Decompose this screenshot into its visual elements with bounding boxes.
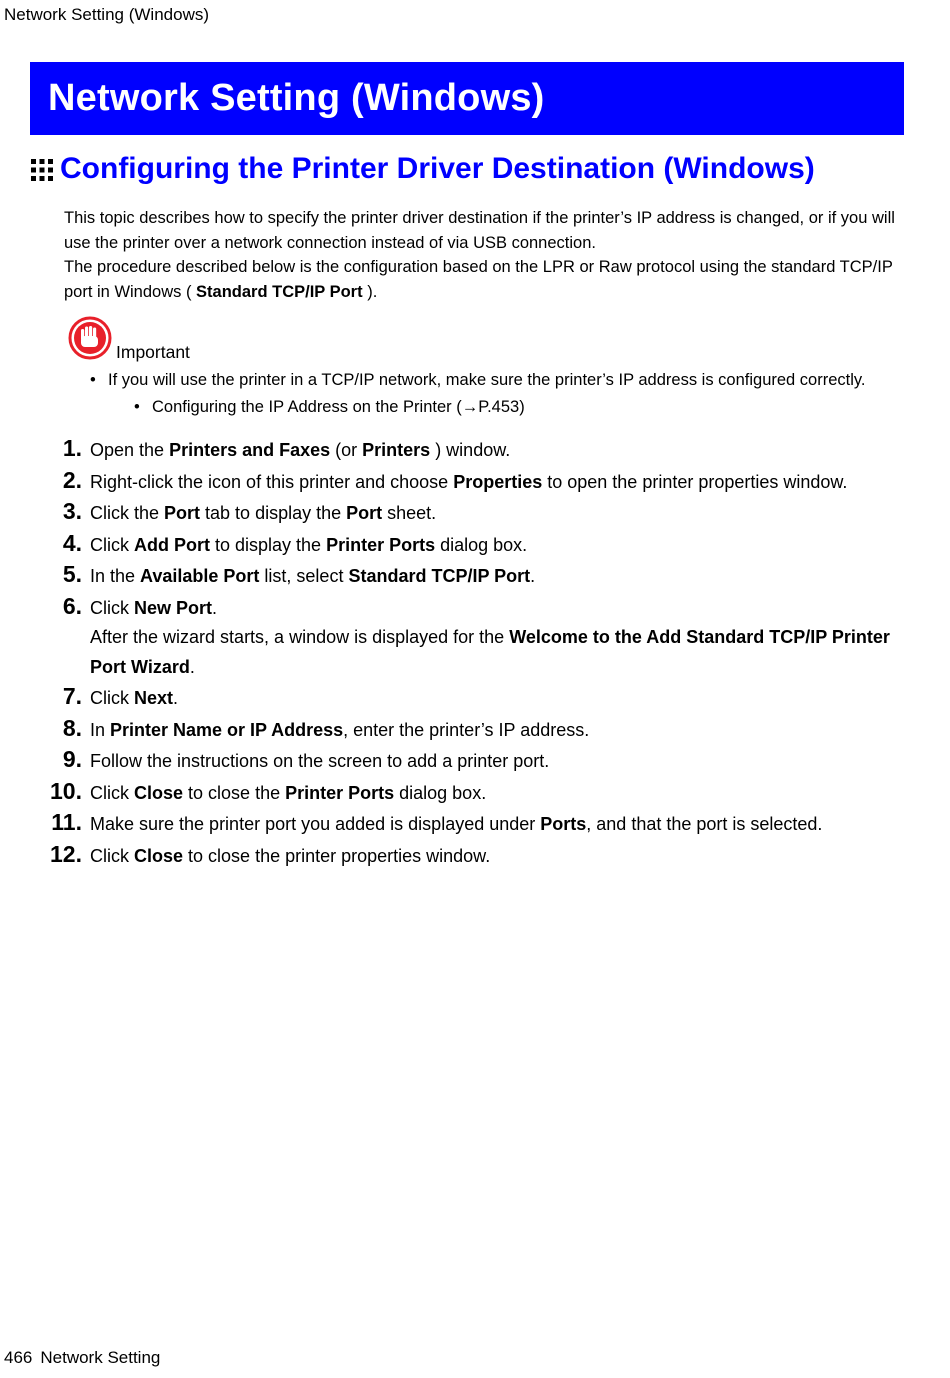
step-11	[40, 808, 920, 840]
step-bold: Printer Ports	[285, 782, 395, 803]
step-bold: Ports	[540, 814, 587, 834]
intro-text-span: ).	[362, 282, 378, 301]
step-bold: Printer Name or IP Address	[110, 719, 344, 740]
step-text: to close the	[183, 782, 286, 803]
step-number: 6.	[62, 592, 82, 619]
step-9	[40, 745, 920, 777]
step-text: (or	[330, 440, 363, 460]
important-sub-bullet	[134, 395, 920, 419]
step-note-bold: Welcome to the Add Standard TCP/IP Printer Port Wizard	[90, 627, 890, 677]
ip-address-link[interactable]: Configuring the IP Address on the Printer (→P.453)	[152, 398, 525, 416]
step-bold: Add Port	[134, 534, 210, 555]
step-text: Right-click the icon of this printer and choose	[90, 471, 454, 492]
step-number: 8.	[62, 714, 82, 741]
bullet-dot: •	[134, 398, 140, 416]
step-bold: Port	[346, 503, 383, 523]
step-number: 11.	[51, 809, 82, 835]
step-6	[40, 592, 920, 624]
step-note-text: After the wizard starts, a window is displayed for the	[90, 627, 510, 647]
step-text: , and that the port is selected.	[586, 814, 823, 834]
step-bold: New Port	[134, 597, 213, 618]
step-bold: Close	[134, 845, 184, 866]
step-number: 9.	[62, 746, 82, 772]
step-text: Click	[90, 782, 134, 803]
step-3	[40, 497, 920, 529]
step-bold: Printer Ports	[326, 534, 436, 555]
step-text: Click	[90, 597, 134, 618]
step-bold: Printers and Faxes	[169, 440, 331, 460]
step-10	[40, 777, 920, 809]
important-list	[90, 368, 920, 419]
step-4	[40, 529, 920, 561]
step-text: to close the printer properties window.	[183, 845, 491, 866]
step-number: 10.	[50, 777, 82, 804]
step-text: .	[212, 597, 218, 618]
step-text: dialog box.	[435, 534, 528, 555]
intro-paragraph-1: This topic describes how to specify the printer driver destination if the printer’s IP address is changed, or if you will use the printer over a network connection instead of via USB connection.	[64, 209, 895, 252]
step-text: .	[173, 688, 179, 708]
step-1	[40, 434, 920, 466]
page-footer	[4, 1348, 160, 1368]
step-number: 1.	[62, 435, 82, 461]
intro-text	[64, 206, 914, 304]
step-text: list, select	[259, 566, 349, 586]
step-number: 4.	[62, 529, 82, 556]
section-heading	[30, 152, 815, 186]
bullet-dot: •	[90, 371, 96, 389]
step-bold: Available Port	[140, 566, 260, 586]
important-hand-icon	[68, 316, 112, 360]
step-bold: Next	[134, 688, 174, 708]
step-text: Click	[90, 845, 134, 866]
step-text: dialog box.	[394, 782, 487, 803]
step-text: ) window.	[430, 440, 511, 460]
chapter-banner	[30, 62, 904, 135]
step-text: In	[90, 719, 111, 740]
step-text: Click the	[90, 503, 165, 523]
step-text: .	[530, 566, 536, 586]
step-bold: Close	[134, 782, 184, 803]
grid-icon	[30, 158, 54, 182]
important-bullet-text: If you will use the printer in a TCP/IP network, make sure the printer’s IP address is configured correctly.	[108, 371, 866, 389]
step-number: 3.	[62, 498, 82, 524]
step-bold: Properties	[453, 471, 543, 492]
step-text: In the	[90, 566, 141, 586]
step-text: Open the	[90, 440, 170, 460]
step-12	[40, 840, 920, 872]
procedure-steps	[40, 434, 920, 871]
chapter-title: Network Setting (Windows)	[48, 77, 545, 119]
step-text: to open the printer properties window.	[542, 471, 848, 492]
step-note-text: .	[189, 656, 195, 677]
step-text: tab to display the	[200, 503, 347, 523]
important-bullet	[90, 368, 920, 392]
step-bold: Standard TCP/IP Port	[348, 566, 531, 586]
step-number: 5.	[62, 561, 82, 587]
intro-paragraph-2	[64, 255, 914, 304]
step-text: , enter the printer’s IP address.	[343, 719, 590, 740]
step-text: Follow the instructions on the screen to add a printer port.	[90, 751, 550, 771]
step-number: 2.	[62, 466, 82, 493]
step-bold: Port	[164, 503, 201, 523]
step-text: sheet.	[382, 503, 437, 523]
step-text: Click	[90, 688, 134, 708]
step-number: 7.	[62, 683, 82, 709]
step-2	[40, 466, 920, 498]
step-5	[40, 560, 920, 592]
step-number: 12.	[50, 840, 82, 867]
step-6-note	[90, 623, 920, 682]
intro-bold-span: Standard TCP/IP Port	[196, 282, 363, 301]
step-8	[40, 714, 920, 746]
intro-text-span: The procedure described below is the configuration based on the LPR or Raw protocol using the standard TCP/IP port in Windows (	[64, 258, 893, 301]
important-label: Important	[116, 342, 190, 362]
footer-section: Network Setting	[40, 1348, 161, 1367]
page-number: 466	[4, 1348, 33, 1367]
step-text: Make sure the printer port you added is displayed under	[90, 814, 541, 834]
step-7	[40, 682, 920, 714]
step-bold: Printers	[362, 440, 431, 460]
section-title: Configuring the Printer Driver Destination (Windows)	[60, 152, 815, 185]
step-text: Click	[90, 534, 134, 555]
step-text: to display the	[210, 534, 327, 555]
running-header: Network Setting (Windows)	[4, 5, 210, 24]
